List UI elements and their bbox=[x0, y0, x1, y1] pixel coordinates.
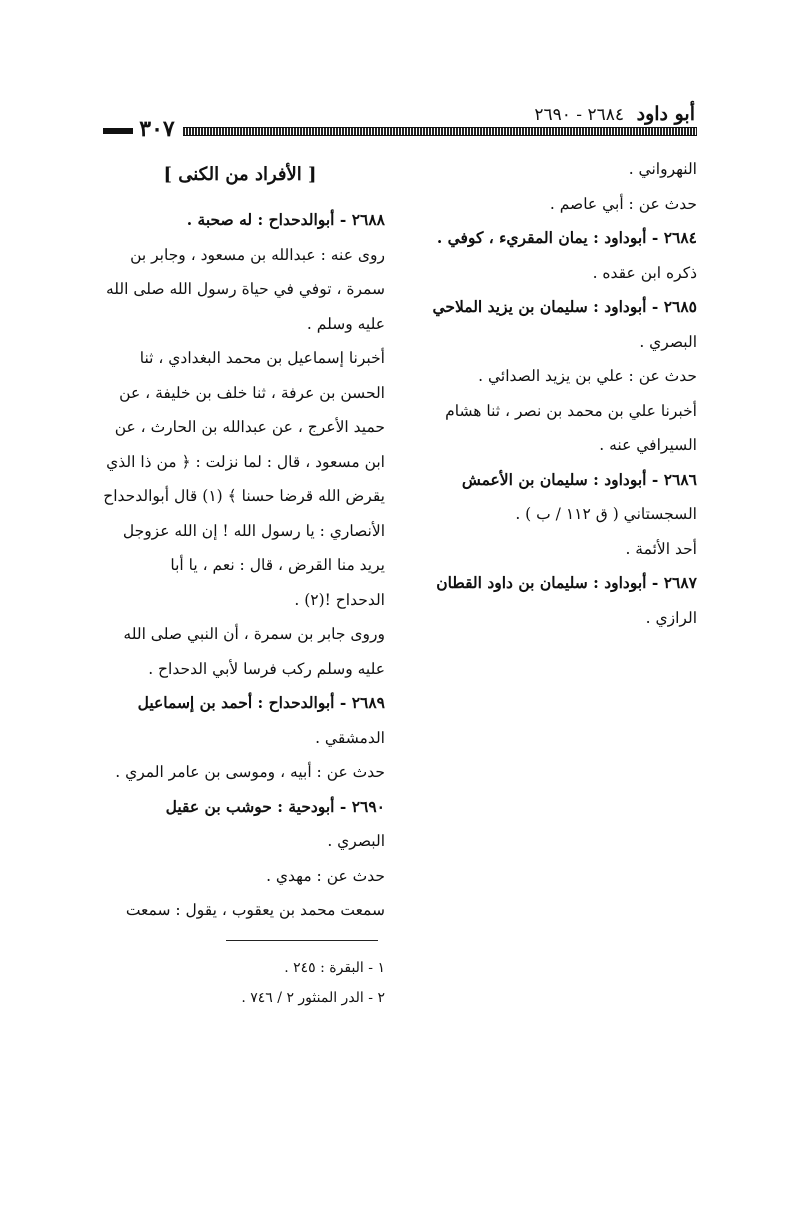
text-line: ابن مسعود ، قال : لما نزلت : ﴿ من ذا الذي bbox=[106, 452, 385, 471]
section-heading: [ الأفراد من الكنى ] bbox=[163, 164, 317, 185]
running-header bbox=[534, 103, 695, 125]
text-line: حدث عن : علي بن يزيد الصدائي . bbox=[478, 367, 697, 385]
entry-heading: ٢٦٨٦ - أبوداود : سليمان بن الأعمش bbox=[461, 469, 697, 489]
entry-heading: ٢٦٩٠ - أبودحية : حوشب بن عقيل bbox=[165, 796, 385, 816]
header-rule bbox=[183, 127, 697, 136]
footnote: ٢ - الدر المنثور ٢ / ٧٤٦ . bbox=[241, 990, 385, 1006]
text-line: السيرافي عنه . bbox=[599, 436, 697, 454]
text-line: روى عنه : عبدالله بن مسعود ، وجابر بن bbox=[130, 245, 385, 264]
text-line: الحسن بن عرفة ، ثنا خلف بن خليفة ، عن bbox=[119, 383, 385, 402]
text-line: عليه وسلم ركب فرسا لأبي الدحداح . bbox=[148, 659, 385, 678]
text-line: البصري . bbox=[639, 332, 697, 351]
page-number: ٣٠٧ bbox=[139, 116, 175, 142]
entry-heading: ٢٦٨٤ - أبوداود : يمان المقريء ، كوفي . bbox=[436, 228, 697, 247]
right-column bbox=[407, 152, 697, 635]
footnote: ١ - البقرة : ٢٤٥ . bbox=[284, 960, 385, 976]
entry-heading: ٢٦٨٨ - أبوالدحداح : له صحبة . bbox=[186, 210, 385, 229]
left-column bbox=[95, 155, 385, 928]
text-line: أخبرنا إسماعيل بن محمد البغدادي ، ثنا bbox=[139, 349, 385, 367]
header-title: أبو داود bbox=[636, 103, 695, 125]
text-line: أخبرنا علي بن محمد بن نصر ، ثنا هشام bbox=[445, 401, 697, 420]
text-line: وروى جابر بن سمرة ، أن النبي صلى الله bbox=[123, 625, 385, 643]
entry-heading: ٢٦٨٧ - أبوداود : سليمان بن داود القطان bbox=[436, 573, 697, 592]
text-line: الدحداح !(٢) . bbox=[294, 590, 385, 609]
text-line: النهرواني . bbox=[628, 160, 697, 178]
entry-heading: ٢٦٨٩ - أبوالدحداح : أحمد بن إسماعيل bbox=[137, 693, 385, 712]
text-line: البصري . bbox=[327, 832, 385, 850]
text-line: حدث عن : مهدي . bbox=[266, 866, 385, 885]
text-line: الأنصاري : يا رسول الله ! إن الله عزوجل bbox=[122, 521, 385, 540]
footnote-divider bbox=[226, 940, 378, 941]
footnotes bbox=[95, 953, 385, 1013]
text-line: حدث عن : أبي عاصم . bbox=[549, 194, 697, 213]
text-line: حدث عن : أبيه ، وموسى بن عامر المري . bbox=[115, 763, 385, 781]
text-line: يريد منا القرض ، قال : نعم ، يا أبا bbox=[170, 556, 385, 574]
text-line: يقرض الله قرضا حسنا ﴾ (١) قال أبوالدحداح bbox=[103, 487, 385, 505]
text-line: الدمشقي . bbox=[315, 728, 385, 747]
text-line: أحد الأئمة . bbox=[625, 539, 697, 558]
header-entry-range: ٢٦٨٤ - ٢٦٩٠ bbox=[534, 105, 624, 125]
text-line: سمرة ، توفي في حياة رسول الله صلى الله bbox=[105, 280, 385, 298]
text-line: الرازي . bbox=[645, 608, 697, 627]
text-line: حميد الأعرج ، عن عبدالله بن الحارث ، عن bbox=[114, 418, 385, 436]
text-line: السجستاني ( ق ١١٢ / ب ) . bbox=[515, 505, 697, 523]
text-line: عليه وسلم . bbox=[306, 314, 385, 333]
text-line: ذكره ابن عقده . bbox=[592, 263, 697, 282]
entry-heading: ٢٦٨٥ - أبوداود : سليمان بن يزيد الملاحي bbox=[432, 297, 697, 316]
header-rule-end bbox=[103, 128, 133, 134]
text-line: سمعت محمد بن يعقوب ، يقول : سمعت bbox=[125, 901, 385, 919]
